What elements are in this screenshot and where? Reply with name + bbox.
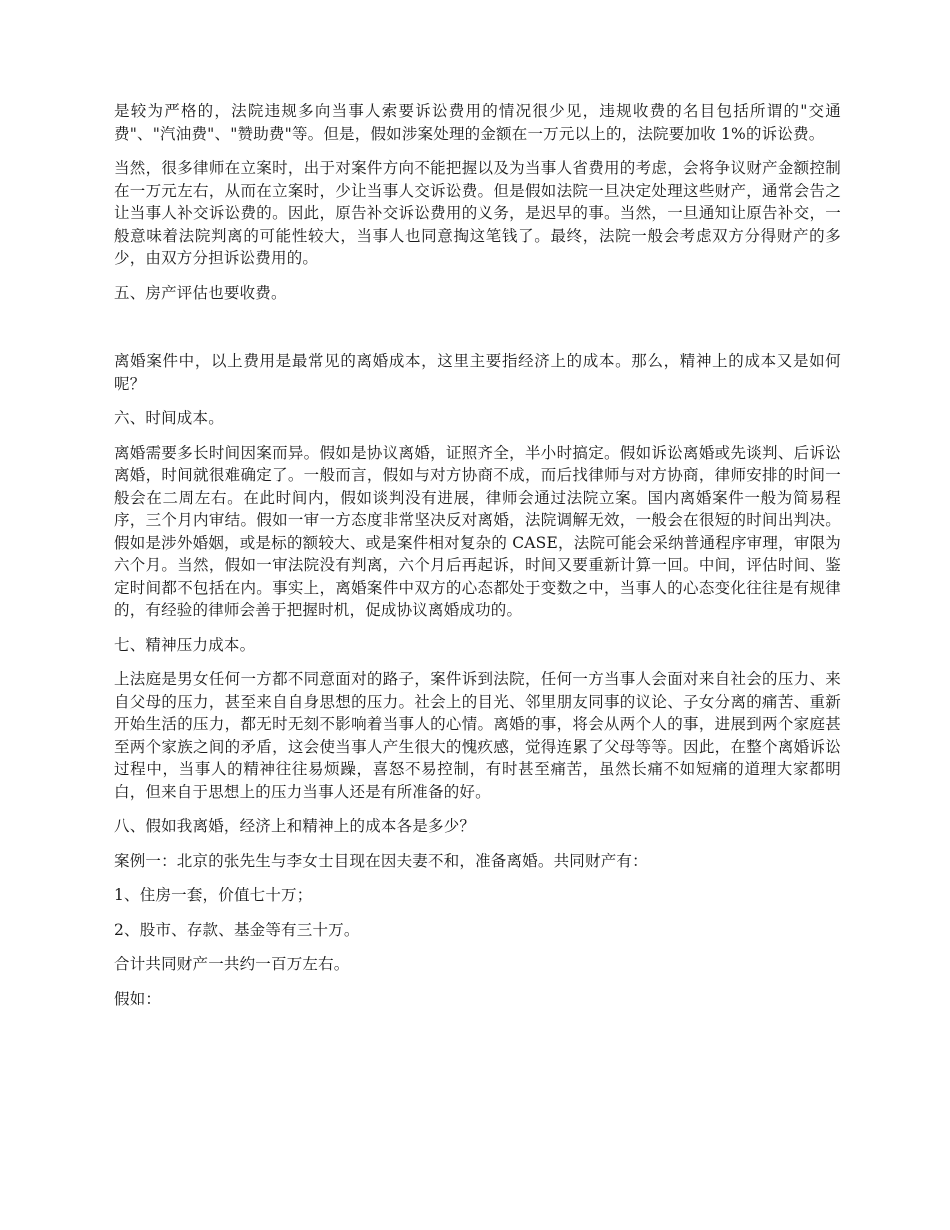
paragraph-suppose: 假如：	[114, 989, 162, 1008]
heading-my-divorce-cost: 八、假如我离婚，经济上和精神上的成本各是多少？	[114, 817, 476, 835]
paragraph-cost-summary: 离婚案件中，以上费用是最常见的离婚成本，这里主要指经济上的成本。那么，精神上的成本又是如何呢？	[114, 352, 841, 393]
heading-mental-pressure: 七、精神压力成本。	[114, 635, 256, 654]
list-item-house: 1、住房一套，价值七十万；	[114, 886, 313, 904]
paragraph-lawyer-filing: 当然，很多律师在立案时，出于对案件方向不能把握以及为当事人省费用的考虑，会将争议财产金额控制在一万元左右，从而在立案时，少让当事人交诉讼费。但是假如法院一旦决定处理这些财产，通常会告之让当事人补交诉讼费的。因此，原告补交诉讼费用的义务，是迟早的事。当然，一旦通知让原告补交，一般意味着法院判离的可能性较大，当事人也同意掏这笔钱了。最终，法院一般会考虑双方分得财产的多少，由双方分担诉讼费用的。	[114, 159, 841, 267]
paragraph-total-property: 合计共同财产一共约一百万左右。	[114, 955, 350, 973]
paragraph-time-cost: 离婚需要多长时间因案而异。假如是协议离婚，证照齐全，半小时搞定。假如诉讼离婚或先谈判、后诉讼离婚，时间就很难确定了。一般而言，假如与对方协商不成，而后找律师与对方协商，律师安排的时间一般会在二周左右。在此时间内，假如谈判没有进展，律师会通过法院立案。国内离婚案件一般为简易程序，三个月内审结。假如一审一方态度非常坚决反对离婚，法院调解无效，一般会在很短的时间出判决。假如是涉外婚姻，或是标的额较大、或是案件相对复杂的 CASE，法院可能会采纳普通程序审理，审限为六个月。当然，假如一审法院没有判离，六个月后再起诉，时间又要重新计算一回。中间，评估时间、鉴定时间都不包括在内。事实上，离婚案件中双方的心态都处于变数之中，当事人的心态变化往往是有规律的，有经验的律师会善于把握时机，促成协议离婚成功的。	[114, 443, 841, 619]
paragraph-mental-pressure: 上法庭是男女任何一方都不同意面对的路子，案件诉到法院，任何一方当事人会面对来自社会的压力、来自父母的压力，甚至来自自身思想的压力。社会上的目光、邻里朋友同事的议论、子女分离的痛苦、重新开始生活的压力，都无时无刻不影响着当事人的心情。离婚的事，将会从两个人的事，进展到两个家庭甚至两个家族之间的矛盾，这会使当事人产生很大的愧疚感，觉得连累了父母等等。因此，在整个离婚诉讼过程中，当事人的精神往往易烦躁，喜怒不易控制，有时甚至痛苦，虽然长痛不如短痛的道理大家都明白，但来自于思想上的压力当事人还是有所准备的好。	[114, 670, 841, 801]
paragraph-case-one: 案例一：北京的张先生与李女士目现在因夫妻不和，准备离婚。共同财产有：	[114, 851, 648, 870]
paragraph-court-fee-rules: 是较为严格的，法院违规多向当事人索要诉讼费用的情况很少见，违规收费的名目包括所谓的"交通费"、"汽油费"、"赞助费"等。但是，假如涉案处理的金额在一万元以上的，法院要加收 1%的诉讼费。	[114, 102, 841, 143]
blank-gap	[114, 316, 841, 350]
heading-time-cost: 六、时间成本。	[114, 409, 224, 427]
document-page	[114, 100, 841, 1022]
list-item-stocks: 2、股市、存款、基金等有三十万。	[114, 920, 360, 939]
heading-property-appraisal: 五、房产评估也要收费。	[114, 283, 287, 302]
